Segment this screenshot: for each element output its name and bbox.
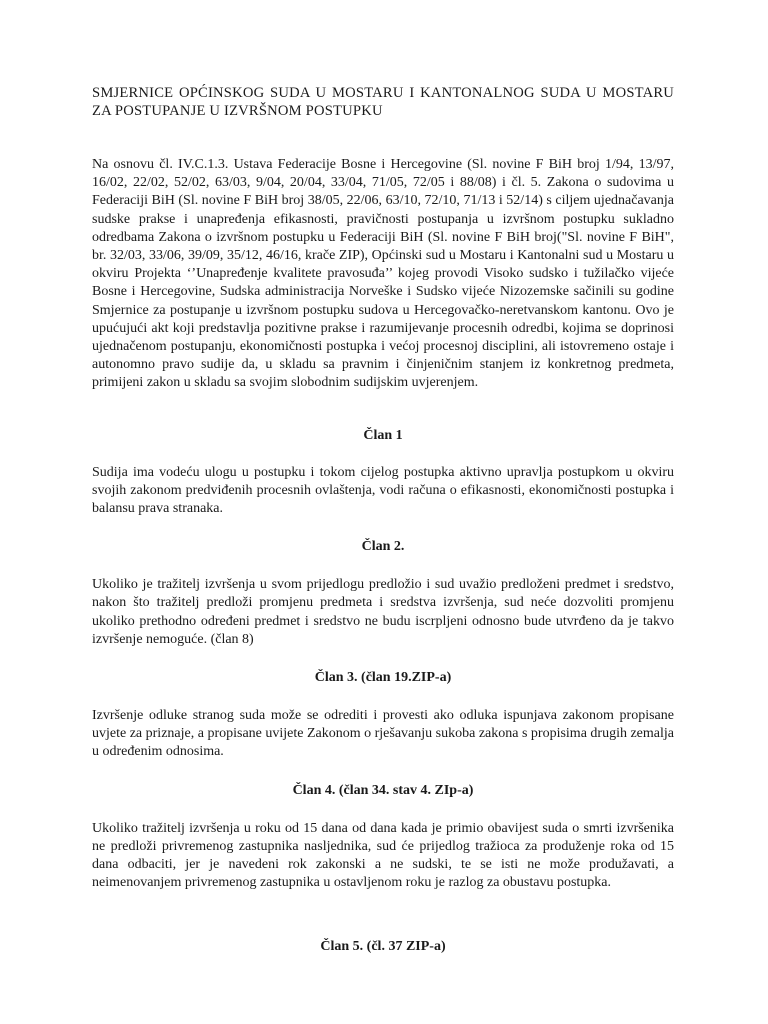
- document-page: [92, 84, 674, 956]
- article-5-heading: Član 5. (čl. 37 ZIP-a): [320, 939, 446, 955]
- article-3-heading: Član 3. (član 19.ZIP-a): [314, 670, 452, 686]
- intro-paragraph: Na osnovu čl. IV.C.1.3. Ustava Federacije Bosne i Hercegovine (Sl. novine F BiH broj 1/94, 13/97, 16/02, 22/02, 52/02, 63/03, 9/04, 20/04, 33/04, 71/05, 72/05 i 88/08) i čl. 5. Zakona o sudovima u Federaciji BiH (Sl. novine F BiH broj 38/05, 22/06, 63/10, 72/10, 71/13 i 52/14) s ciljem ujednačavanja sudske prakse i unapređenja efikasnosti, pravičnosti postupanja u izvršnom postupku sukladno odredbama Zakona o izvršnom postupku u Federaciji BiH (Sl. novine F BiH broj("Sl. novine F BiH", br. 32/03, 33/06, 39/09, 35/12, 46/16, krače ZIP), Općinski sud u Mostaru i Kantonalni sud u Mostaru u okviru Projekta ‘’Unapređenje kvalitete pravosuđa’’ kojeg provodi Visoko sudsko i tužilačko vijeće Bosne i Hercegovine, Sudska administracija Norveške i Sudsko vijeće Nizozemske sačinili su godine Smjernice za postupanje u izvršnom postupku sudova u Hercegovačko-neretvanskom kantonu. Ovo je upućujući akt koji predstavlja pozitivne prakse i razumijevanje procesnih odredbi, kojima se doprinosi ujednačenom postupanju, ekonomičnosti postupka i većoj procesnoj disciplini, ali istovremeno ostaje i autonomno pravo sudije da, u skladu sa pravnim i činjeničnim stanjem iz konkretnog predmeta, primijeni zakon u skladu sa svojim slobodnim sudijskim uvjerenjem.: [92, 157, 674, 391]
- article-4-heading: Član 4. (član 34. stav 4. ZIp-a): [292, 782, 474, 798]
- document-title: SMJERNICE OPĆINSKOG SUDA U MOSTARU I KANTONALNOG SUDA U MOSTARU ZA POSTUPANJE U IZVRŠNOM POSTUPKU: [92, 85, 674, 119]
- article-3-text: Izvršenje odluke stranog suda može se odrediti i provesti ako odluka ispunjava zakonom propisane uvjete za priznaje, a propisane uvijete Zakonom o rješavanju sukoba zakona s propisima drugih zemalja u određenim odnosima.: [92, 708, 674, 760]
- article-1-heading: Član 1: [363, 427, 403, 443]
- article-1-text: Sudija ima vodeću ulogu u postupku i tokom cijelog postupka aktivno upravlja postupkom u okviru svojih zakonom predviđenih procesnih ovlaštenja, vodi računa o efikasnosti, ekonomičnosti postupka i balansu prava stranaka.: [92, 464, 674, 517]
- article-2-heading: Član 2.: [361, 539, 405, 555]
- article-2-text: Ukoliko je tražitelj izvršenja u svom prijedlogu predložio i sud uvažio predloženi predmet i sredstvo, nakon što tražitelj predloži promjenu predmeta i sredstva izvršenja, sud neće dozvoliti promjenu ukoliko prethodno određeni predmet i sredstvo ne budu iscrpljeni odnosno bude utvrđeno da je takvo izvršenje nemoguće. (član 8): [92, 577, 674, 647]
- article-4-text: Ukoliko tražitelj izvršenja u roku od 15 dana od dana kada je primio obavijest suda o smrti izvršenika ne predloži privremenog zastupnika nasljednika, sud će prijedlog tražioca za produženje roka od 15 dana odbaciti, jer je navedeni rok zakonski a ne sudski, te se isti ne može produžavati, a neimenovanjem privremenog zastupnika u ostavljenom roku je razlog za obustavu postupka.: [92, 820, 674, 891]
